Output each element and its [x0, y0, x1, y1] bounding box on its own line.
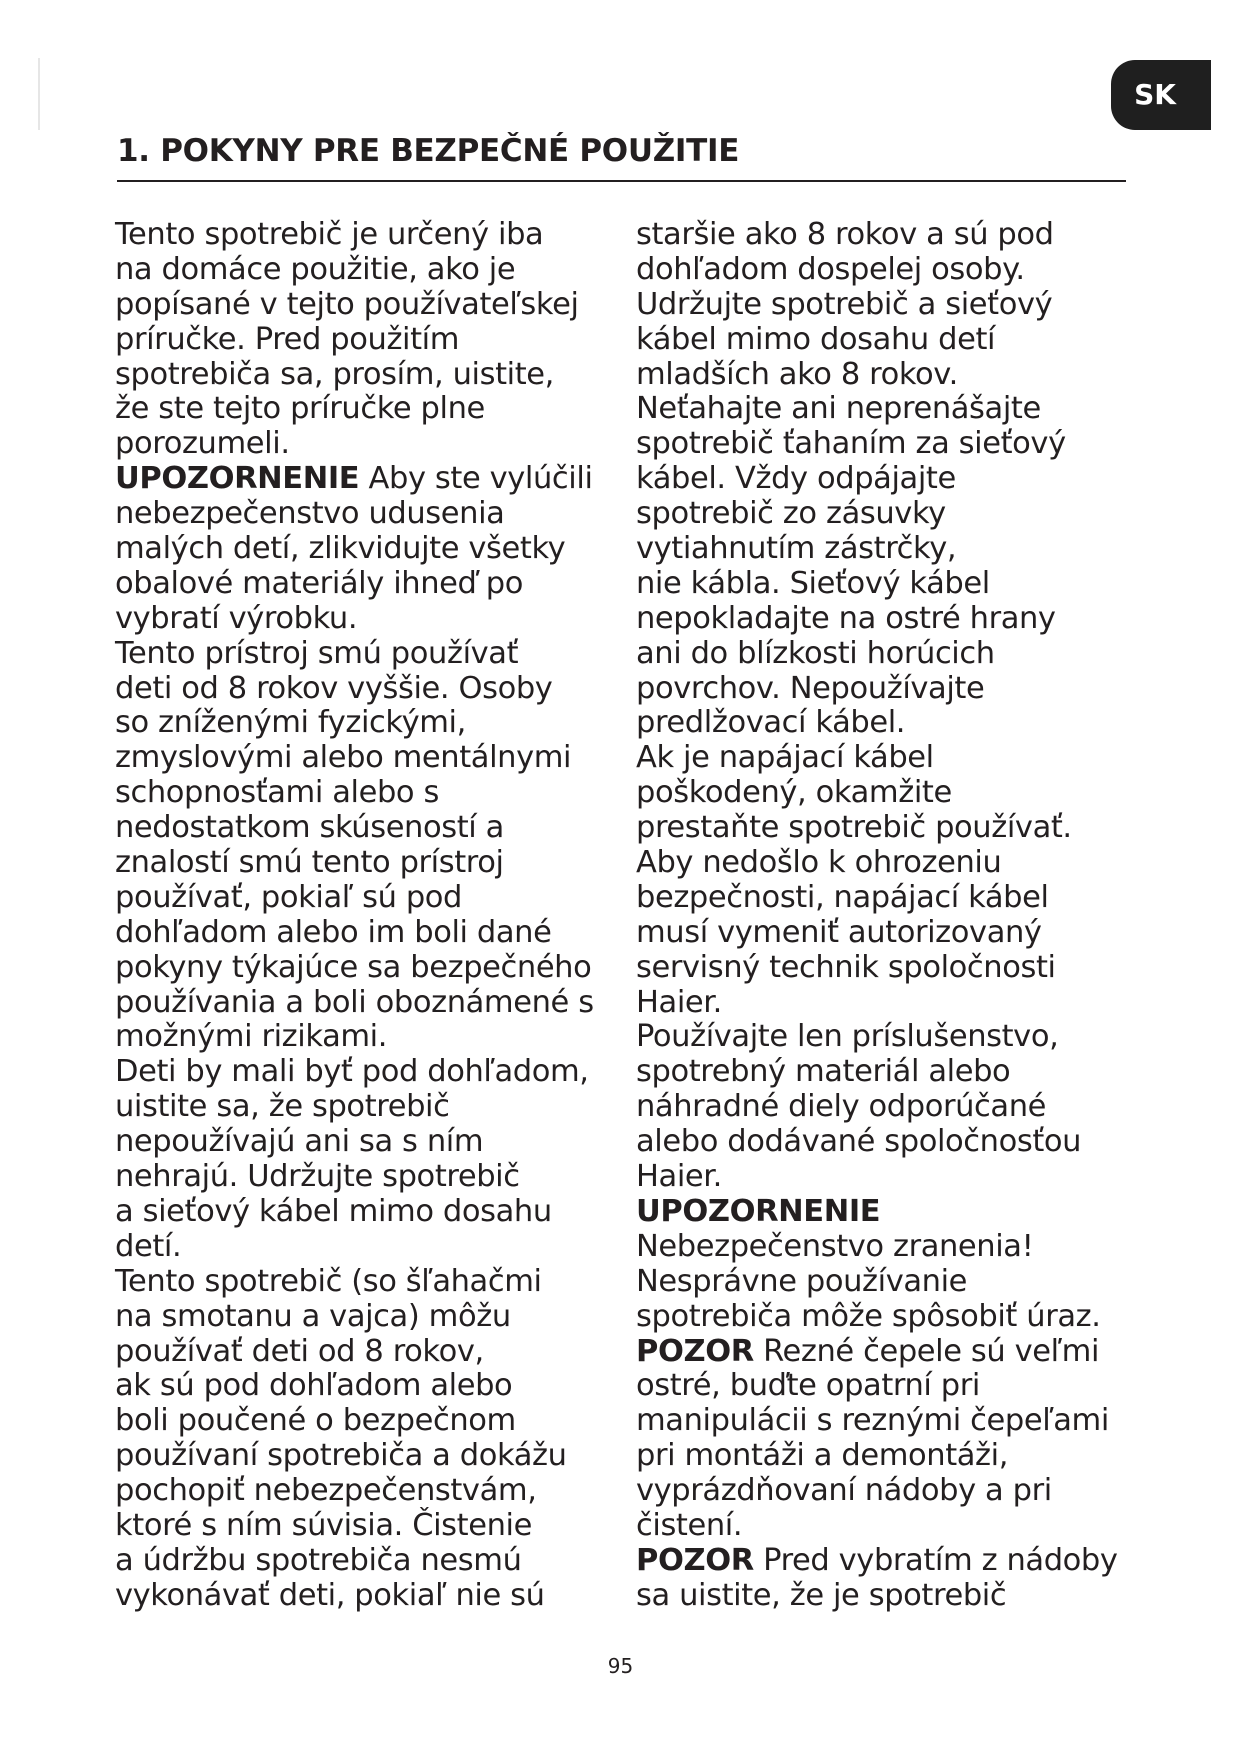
text-line	[636, 986, 1176, 1021]
line-text: Haier.	[636, 1159, 722, 1195]
line-text: Deti by mali byť pod dohľadom,	[115, 1054, 589, 1090]
line-text: Nesprávne používanie	[636, 1263, 968, 1299]
text-column-right	[636, 218, 1176, 1614]
text-line	[115, 811, 625, 846]
line-text: na smotanu a vajca) môžu	[115, 1298, 511, 1334]
text-line	[115, 637, 625, 672]
text-line	[115, 1509, 625, 1544]
text-line	[115, 1195, 625, 1230]
line-text: popísané v tejto používateľskej	[115, 286, 579, 322]
line-text: nepokladajte na ostré hrany	[636, 600, 1056, 636]
line-text: dohľadom dospelej osoby.	[636, 251, 1025, 287]
text-line	[115, 323, 625, 358]
text-line	[115, 497, 625, 532]
text-line	[115, 1265, 625, 1300]
line-text: používaní spotrebiča a dokážu	[115, 1438, 567, 1474]
text-line	[636, 881, 1176, 916]
line-text: kábel mimo dosahu detí	[636, 321, 996, 357]
text-line	[115, 1544, 625, 1579]
text-line	[636, 567, 1176, 602]
line-text: povrchov. Nepoužívajte	[636, 670, 985, 706]
text-line	[636, 532, 1176, 567]
text-line	[636, 916, 1176, 951]
text-line	[636, 358, 1176, 393]
title-divider	[117, 180, 1126, 182]
text-line	[636, 706, 1176, 741]
line-text: predlžovací kábel.	[636, 705, 906, 741]
line-text: spotrebiča sa, prosím, uistite,	[115, 356, 554, 392]
text-line	[115, 392, 625, 427]
text-line	[636, 497, 1176, 532]
line-text: pri montáži a demontáži,	[636, 1438, 1009, 1474]
line-text: spotrebič ťahaním za sieťový	[636, 426, 1066, 462]
text-line	[115, 1160, 625, 1195]
text-line	[636, 1579, 1176, 1614]
line-text: sa uistite, že je spotrebič	[636, 1577, 1007, 1613]
text-line	[115, 1335, 625, 1370]
text-line	[636, 1195, 1176, 1230]
line-text: Aby ste vylúčili	[359, 461, 593, 497]
line-text: používať deti od 8 rokov,	[115, 1333, 484, 1369]
line-text: vybratí výrobku.	[115, 600, 358, 636]
section-title: 1. POKYNY PRE BEZPEČNÉ POUŽITIE	[117, 133, 740, 169]
text-line	[115, 602, 625, 637]
text-line	[636, 1404, 1176, 1439]
text-line	[636, 1369, 1176, 1404]
text-line	[636, 288, 1176, 323]
line-text: detí.	[115, 1228, 182, 1264]
line-text: staršie ako 8 rokov a sú pod	[636, 217, 1054, 252]
text-line	[115, 253, 625, 288]
emphasis-label: UPOZORNENIE	[636, 1193, 881, 1229]
emphasis-label: POZOR	[636, 1542, 754, 1578]
text-line	[115, 706, 625, 741]
text-line	[636, 846, 1176, 881]
line-text: spotrebný materiál alebo	[636, 1054, 1011, 1090]
line-text: Pred vybratím z nádoby	[753, 1542, 1118, 1578]
line-text: vytiahnutím zástrčky,	[636, 531, 957, 567]
text-line	[636, 1474, 1176, 1509]
text-line	[636, 1160, 1176, 1195]
text-line	[636, 776, 1176, 811]
line-text: boli poučené o bezpečnom	[115, 1403, 516, 1439]
text-line	[115, 672, 625, 707]
text-line	[636, 602, 1176, 637]
line-text: Ak je napájací kábel	[636, 740, 934, 776]
text-line	[636, 951, 1176, 986]
line-text: čistení.	[636, 1507, 743, 1543]
text-line	[115, 1404, 625, 1439]
text-line	[115, 1300, 625, 1335]
line-text: prestaňte spotrebič používať.	[636, 810, 1072, 846]
language-tab: SK	[1111, 60, 1211, 130]
emphasis-label: POZOR	[636, 1333, 754, 1369]
text-line	[115, 1020, 625, 1055]
text-line	[636, 1090, 1176, 1125]
text-line	[115, 567, 625, 602]
text-line	[115, 1090, 625, 1125]
text-line	[115, 218, 625, 253]
line-text: pokyny týkajúce sa bezpečného	[115, 949, 592, 985]
line-text: Haier.	[636, 984, 722, 1020]
line-text: Používajte len príslušenstvo,	[636, 1019, 1059, 1055]
page-number: 95	[607, 1654, 634, 1678]
line-text: so zníženými fyzickými,	[115, 705, 466, 741]
line-text: náhradné diely odporúčané	[636, 1089, 1047, 1125]
line-text: používania a boli oboznámené s	[115, 984, 594, 1020]
text-line	[636, 1125, 1176, 1160]
line-text: že ste tejto príručke plne	[115, 391, 485, 427]
line-text: nedostatkom skúseností a	[115, 810, 504, 846]
text-line	[115, 1055, 625, 1090]
text-line	[115, 951, 625, 986]
line-text: nehrajú. Udržujte spotrebič	[115, 1159, 520, 1195]
text-line	[636, 1300, 1176, 1335]
line-text: bezpečnosti, napájací kábel	[636, 879, 1049, 915]
text-line	[636, 1265, 1176, 1300]
text-line	[636, 1439, 1176, 1474]
line-text: Aby nedošlo k ohrozeniu	[636, 845, 1002, 881]
line-text: a sieťový kábel mimo dosahu	[115, 1193, 552, 1229]
text-line	[636, 1509, 1176, 1544]
text-line	[115, 358, 625, 393]
line-text: mladších ako 8 rokov.	[636, 356, 958, 392]
text-line	[115, 1439, 625, 1474]
text-line	[115, 1230, 625, 1265]
text-line	[115, 776, 625, 811]
line-text: ak sú pod dohľadom alebo	[115, 1368, 513, 1404]
text-line	[636, 253, 1176, 288]
line-text: malých detí, zlikvidujte všetky	[115, 531, 566, 567]
line-text: deti od 8 rokov vyššie. Osoby	[115, 670, 553, 706]
text-line	[636, 811, 1176, 846]
text-line	[115, 288, 625, 323]
text-line	[636, 462, 1176, 497]
text-line	[115, 846, 625, 881]
text-line	[115, 881, 625, 916]
line-text: Rezné čepele sú veľmi	[753, 1333, 1100, 1369]
margin-line	[38, 58, 40, 130]
line-text: zmyslovými alebo mentálnymi	[115, 740, 572, 776]
line-text: vykonávať deti, pokiaľ nie sú	[115, 1577, 545, 1613]
line-text: kábel. Vždy odpájajte	[636, 461, 956, 497]
line-text: manipulácii s reznými čepeľami	[636, 1403, 1109, 1439]
text-line	[636, 1055, 1176, 1090]
line-text: ani do blízkosti horúcich	[636, 635, 995, 671]
line-text: spotrebiča môže spôsobiť úraz.	[636, 1298, 1101, 1334]
line-text: na domáce použitie, ako je	[115, 251, 516, 287]
line-text: alebo dodávané spoločnosťou	[636, 1124, 1082, 1160]
text-line	[115, 532, 625, 567]
text-line	[636, 1230, 1176, 1265]
line-text: Udržujte spotrebič a sieťový	[636, 286, 1053, 322]
line-text: pochopiť nebezpečenstvám,	[115, 1473, 537, 1509]
text-line	[636, 218, 1176, 253]
line-text: príručke. Pred použitím	[115, 321, 460, 357]
line-text: spotrebič zo zásuvky	[636, 496, 946, 532]
text-line	[115, 916, 625, 951]
text-line	[636, 323, 1176, 358]
line-text: schopnosťami alebo s	[115, 775, 439, 811]
text-line	[636, 741, 1176, 776]
line-text: a údržbu spotrebiča nesmú	[115, 1542, 522, 1578]
line-text: Tento spotrebič je určený iba	[115, 217, 544, 252]
line-text: Nebezpečenstvo zranenia!	[636, 1228, 1034, 1264]
line-text: ostré, buďte opatrní pri	[636, 1368, 980, 1404]
text-line	[115, 427, 625, 462]
text-line	[636, 672, 1176, 707]
text-line	[115, 1125, 625, 1160]
text-line	[636, 1544, 1176, 1579]
text-line	[115, 741, 625, 776]
line-text: dohľadom alebo im boli dané	[115, 914, 552, 950]
line-text: Tento prístroj smú používať	[115, 635, 519, 671]
line-text: používať, pokiaľ sú pod	[115, 879, 463, 915]
line-text: Neťahajte ani neprenášajte	[636, 391, 1041, 427]
line-text: musí vymeniť autorizovaný	[636, 914, 1042, 950]
text-line	[636, 1335, 1176, 1370]
text-column-left	[115, 218, 625, 1614]
text-line	[115, 986, 625, 1021]
text-line	[636, 392, 1176, 427]
line-text: ktoré s ním súvisia. Čistenie	[115, 1507, 532, 1543]
line-text: obalové materiály ihneď po	[115, 565, 523, 601]
text-line	[636, 1020, 1176, 1055]
text-line	[115, 1474, 625, 1509]
text-line	[115, 1579, 625, 1614]
line-text: servisný technik spoločnosti	[636, 949, 1056, 985]
line-text: poškodený, okamžite	[636, 775, 952, 811]
line-text: nepoužívajú ani sa s ním	[115, 1124, 484, 1160]
text-line	[636, 427, 1176, 462]
line-text: možnými rizikami.	[115, 1019, 388, 1055]
line-text: porozumeli.	[115, 426, 290, 462]
emphasis-label: UPOZORNENIE	[115, 461, 360, 497]
line-text: Tento spotrebič (so šľahačmi	[115, 1263, 542, 1299]
line-text: uistite sa, že spotrebič	[115, 1089, 450, 1125]
line-text: znalostí smú tento prístroj	[115, 845, 504, 881]
text-line	[115, 462, 625, 497]
line-text: vyprázdňovaní nádoby a pri	[636, 1473, 1052, 1509]
line-text: nebezpečenstvo udusenia	[115, 496, 505, 532]
text-line	[115, 1369, 625, 1404]
line-text: nie kábla. Sieťový kábel	[636, 565, 990, 601]
text-line	[636, 637, 1176, 672]
